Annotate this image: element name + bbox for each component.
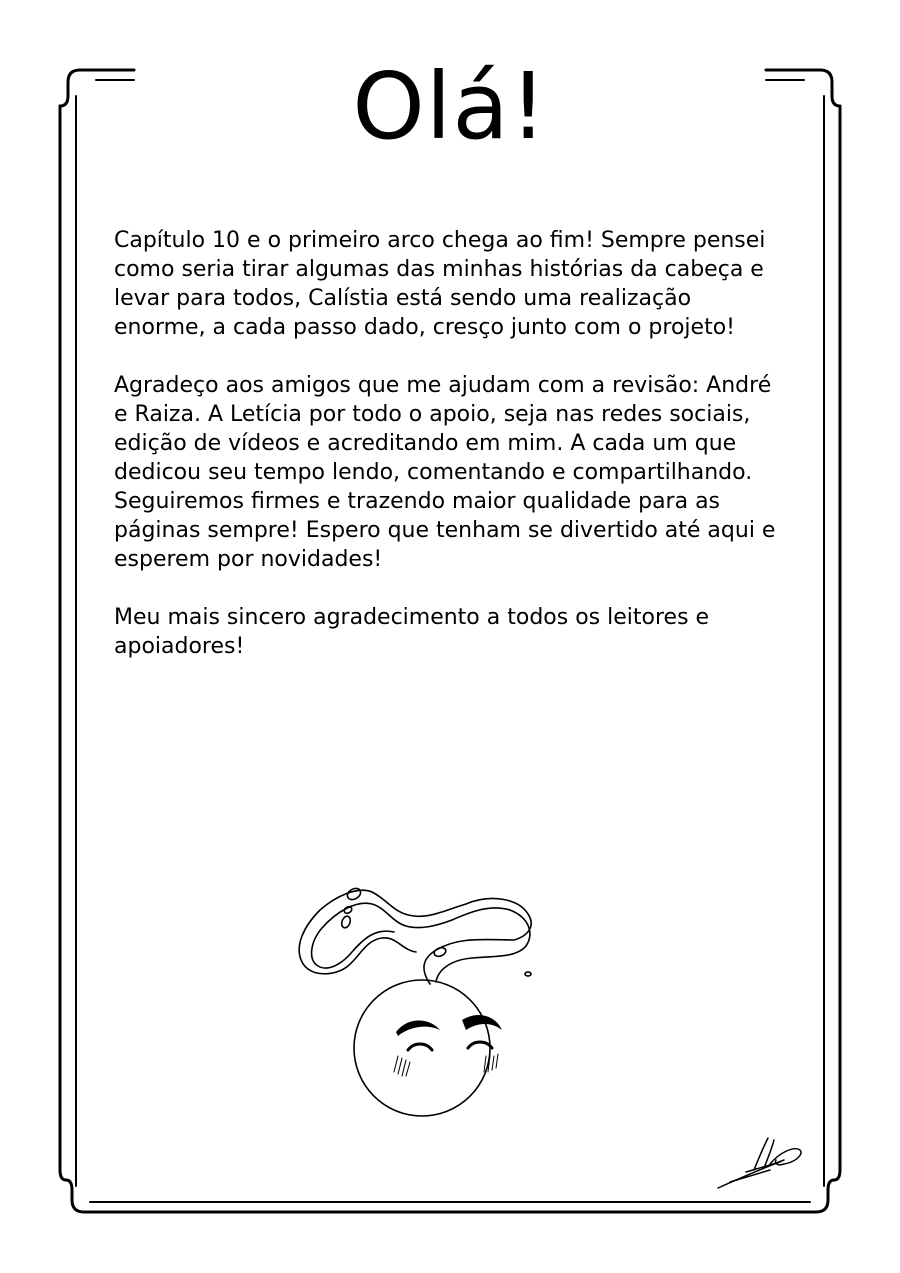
paragraph-intro: Capítulo 10 e o primeiro arco chega ao fim! Sempre pensei como seria tirar algumas das minhas histórias da cabeça e levar para todos, Calístia está sendo uma realização enorme, a cada passo dado, cresço junto com o projeto! — [114, 228, 766, 340]
page-title: Olá! — [352, 53, 548, 160]
message-body — [114, 226, 794, 690]
mascot-illustration — [290, 880, 550, 1140]
paragraph-closing: Meu mais sincero agradecimento a todos os leitores e apoiadores! — [114, 605, 710, 659]
paragraph-thanks: Agradeço aos amigos que me ajudam com a revisão: André e Raiza. A Letícia por todo o apoio, seja nas redes sociais, edição de vídeos e acreditando em mim. A cada um que dedicou seu tempo lendo, comentando e compartilhando. Seguiremos firmes e trazendo maior qualidade para as páginas sempre! Espero que tenham se divertido até aqui e esperem por novidades! — [114, 373, 776, 572]
artist-signature — [710, 1130, 810, 1194]
